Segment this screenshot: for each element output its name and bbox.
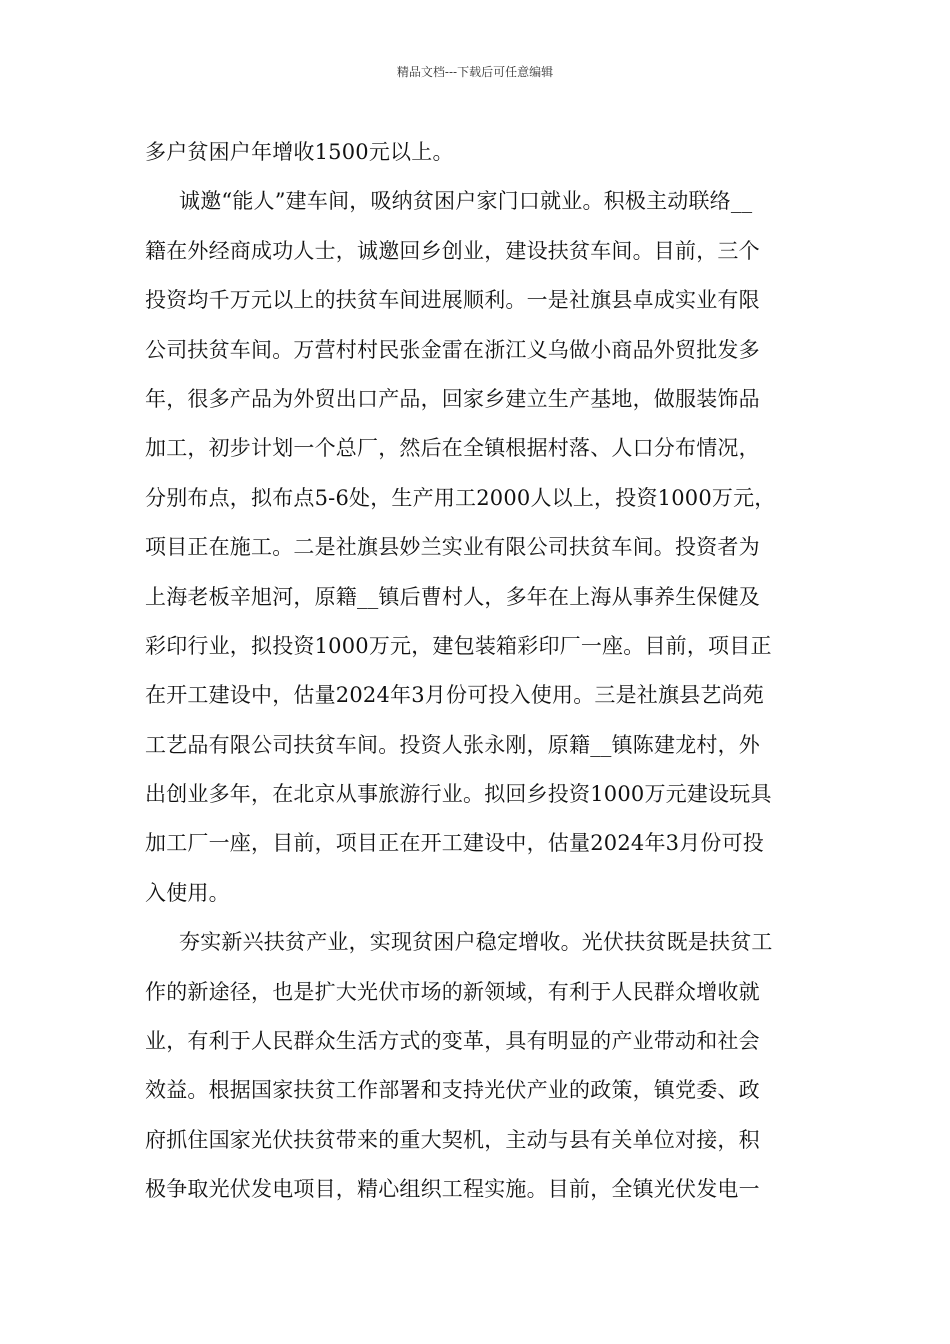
text-line: 业，有利于人民群众生活方式的变革，具有明显的产业带动和社会 [145, 1029, 760, 1054]
document-body [145, 128, 810, 1215]
text-line: 年，很多产品为外贸出口产品，回家乡建立生产基地，做服装饰品 [145, 386, 760, 411]
text-line: 项目正在施工。二是社旗县妙兰实业有限公司扶贫车间。投资者为 [145, 535, 760, 560]
page-header: 精品文档---下载后可任意编辑 [396, 65, 554, 79]
text-line: 在开工建设中，估量2024年3月份可投入使用。三是社旗县艺尚苑 [145, 683, 765, 708]
text-line: 工艺品有限公司扶贫车间。投资人张永刚，原籍__镇陈建龙村，外 [145, 732, 760, 757]
text-line: 作的新途径，也是扩大光伏市场的新领域，有利于人民群众增收就 [145, 979, 760, 1004]
text-line: 加工，初步计划一个总厂，然后在全镇根据村落、人口分布情况， [145, 436, 760, 461]
text-line: 效益。根据国家扶贫工作部署和支持光伏产业的政策，镇党委、政 [145, 1078, 760, 1103]
text-line: 彩印行业，拟投资1000万元，建包装箱彩印厂一座。目前，项目正 [145, 633, 772, 658]
text-line: 多户贫困户年增收1500元以上。 [145, 140, 454, 164]
text-line: 上海老板辛旭河，原籍__镇后曹村人，多年在上海从事养生保健及 [145, 584, 760, 609]
text-line: 入使用。 [145, 880, 230, 905]
text-line: 诚邀“能人”建车间，吸纳贫困户家门口就业。积极主动联络__ [179, 189, 753, 214]
text-line: 夯实新兴扶贫产业，实现贫困户稳定增收。光伏扶贫既是扶贫工 [179, 930, 773, 955]
text-line: 分别布点，拟布点5-6处，生产用工2000人以上，投资1000万元， [145, 485, 776, 510]
text-line: 投资均千万元以上的扶贫车间进展顺利。一是社旗县卓成实业有限 [145, 288, 760, 313]
text-line: 公司扶贫车间。万营村村民张金雷在浙江义乌做小商品外贸批发多 [145, 337, 760, 362]
text-line: 出创业多年，在北京从事旅游行业。拟回乡投资1000万元建设玩具 [145, 782, 772, 807]
text-line: 极争取光伏发电项目，精心组织工程实施。目前，全镇光伏发电一 [145, 1177, 760, 1202]
text-line: 府抓住国家光伏扶贫带来的重大契机，主动与县有关单位对接，积 [145, 1127, 760, 1152]
text-line: 加工厂一座，目前，项目正在开工建设中，估量2024年3月份可投 [145, 831, 765, 856]
text-line: 籍在外经商成功人士，诚邀回乡创业，建设扶贫车间。目前，三个 [145, 238, 760, 263]
